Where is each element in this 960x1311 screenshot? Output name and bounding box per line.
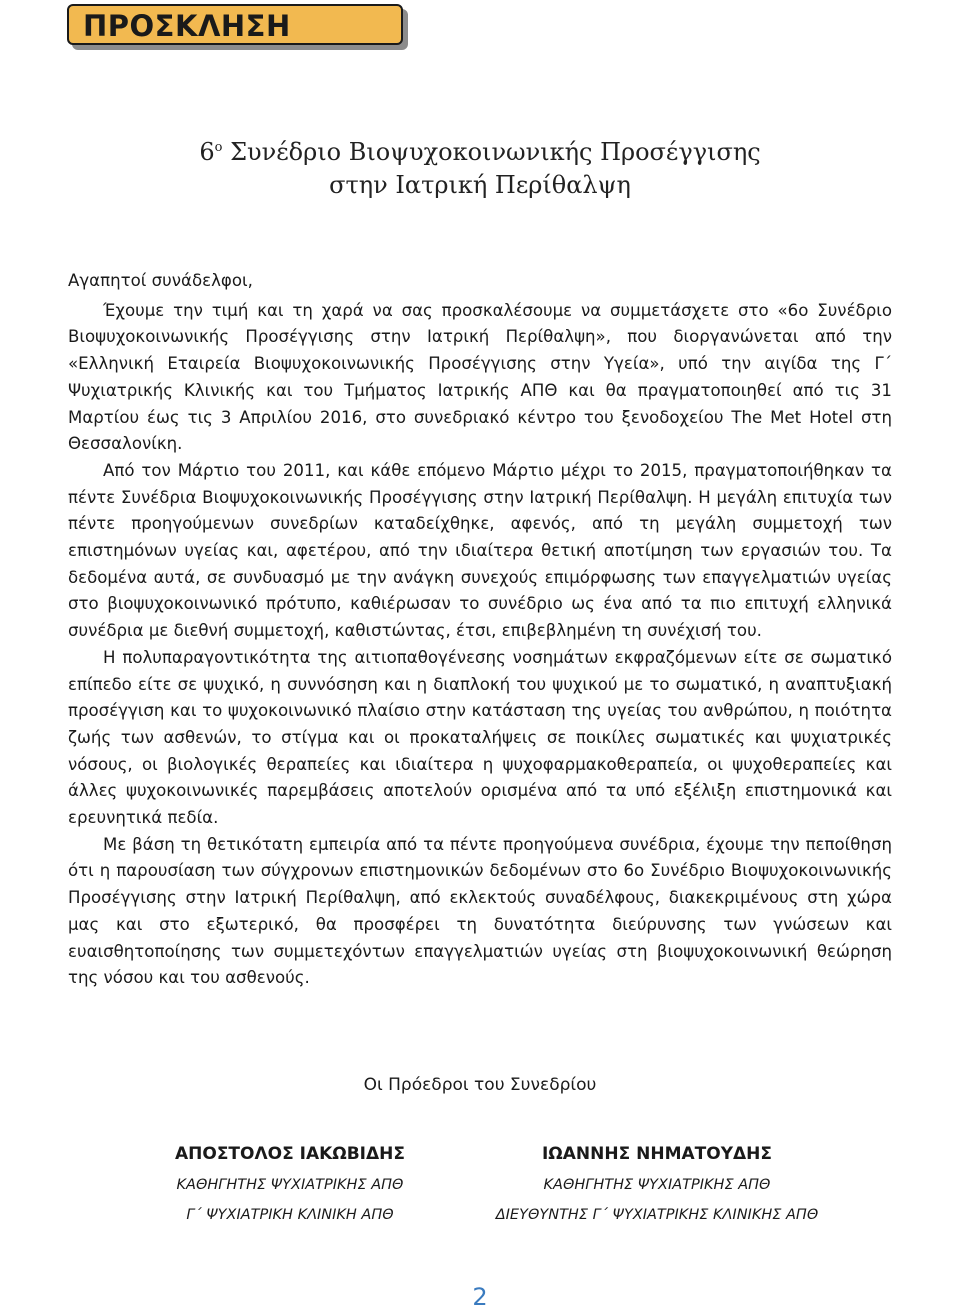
header-title: ΠΡΟΣΚΛΗΣΗ [83, 9, 291, 43]
signature-title: ΚΑΘΗΓΗΤΗΣ ΨΥΧΙΑΤΡΙΚΗΣ ΑΠΘ [176, 1177, 404, 1193]
conference-title-line-1 [0, 136, 960, 169]
signature-name: ΙΩΑΝΝΗΣ ΝΗΜΑΤΟΥΔΗΣ [541, 1144, 773, 1164]
paragraph-4: Με βάση τη θετικότατη εμπειρία από τα πέντε προηγούμενα συνέδρια, έχουμε την πεποίθηση ότι η παρουσίαση των σύγχρονων επιστημονικών δεδομένων στο 6ο Συνέδριο Βιοψυχοκοινωνικής Προσέγγισης στην Ιατρική Περίθαλψη, από εκλεκτούς συναδέλφους, διακεκριμένους στη χώρα μας και στο εξωτερικό, θα προσφέρει τη δυνατότητα διεύρυνσης των γνώσεων και ευαισθητοποίησης των συμμετεχόντων επαγγελματιών υγείας στη βιοψυχοκοινωνική θεώρηση της νόσου και του ασθενούς. [68, 834, 892, 988]
signature-title: ΚΑΘΗΓΗΤΗΣ ΨΥΧΙΑΤΡΙΚΗΣ ΑΠΘ [543, 1177, 771, 1193]
greeting: Αγαπητοί συνάδελφοι, [68, 271, 253, 290]
page-number: 2 [472, 1283, 488, 1311]
signature-block-right [462, 1142, 852, 1234]
paragraph-1: Έχουμε την τιμή και τη χαρά να σας προσκαλέσουμε να συμμετάσχετε στο «6ο Συνέδριο Βιοψυχοκοινωνικής Προσέγγισης στην Ιατρική Περίθαλψη», που διοργανώνεται από την «Ελληνική Εταιρεία Βιοψυχοκοινωνικής Προσέγγισης στην Υγεία», υπό την αιγίδα της Γ΄ Ψυχιατρικής Κλινικής και του Τμήματος Ιατρικής ΑΠΘ και θα πραγματοποιηθεί από τις 31 Μαρτίου έως τις 3 Απριλίου 2016, στο συνεδριακό κέντρο του ξενοδοχείου The Met Hotel στη Θεσσαλονίκη. [68, 300, 892, 454]
conference-number: 6 [199, 138, 215, 166]
signature-position: ΔΙΕΥΘΥΝΤΗΣ Γ΄ ΨΥΧΙΑΤΡΙΚΗΣ ΚΛΙΝΙΚΗΣ ΑΠΘ [495, 1207, 819, 1223]
signature-block-left [100, 1142, 480, 1234]
signature-name: ΑΠΟΣΤΟΛΟΣ ΙΑΚΩΒΙΔΗΣ [174, 1144, 406, 1164]
signature-position: Γ΄ ΨΥΧΙΑΤΡΙΚΗ ΚΛΙΝΙΚΗ ΑΠΘ [186, 1207, 394, 1223]
header-banner [67, 4, 403, 45]
presidents-heading: Οι Πρόεδροι του Συνεδρίου [363, 1075, 597, 1095]
conference-number-superscript: ο [214, 140, 223, 155]
conference-title-line-1-text: Συνέδριο Βιοψυχοκοινωνικής Προσέγγισης [222, 138, 761, 166]
conference-title-line-2: στην Ιατρική Περίθαλψη [329, 171, 631, 199]
letter-body [68, 268, 892, 992]
paragraph-3: Η πολυπαραγοντικότητα της αιτιοπαθογένεσης νοσημάτων εκφραζόμενων είτε σε σωματικό επίπεδο είτε σε ψυχικό, η συννόσηση και η διαπλοκή του ψυχικού με το σωματικό, η αναπτυξιακή προσέγγιση και το ψυχοκοινωνικό πλαίσιο στην κατάσταση της υγείας του ανθρώπου, η ποιότητα ζωής των ασθενών, το στίγμα και οι προκαταλήψεις σε ποικίλες σωματικές και ψυχιατρικές νόσους, οι βιολογικές θεραπείες και ιδιαίτερα η ψυχοφαρμακοθεραπεία, οι ψυχοθεραπείες και άλλες ψυχοκοινωνικές παρεμβάσεις αποτελούν ορισμένα από τα υπό εξέλιξη επιστημονικά και ερευνητικά πεδία. [68, 647, 892, 828]
paragraph-2: Από τον Μάρτιο του 2011, και κάθε επόμενο Μάρτιο μέχρι το 2015, πραγματοποιήθηκαν τα πέντε Συνέδρια Βιοψυχοκοινωνικής Προσέγγισης στην Ιατρική Περίθαλψη. Η μεγάλη επιτυχία των πέντε προηγούμενων συνεδρίων καταδείχθηκε, αφενός, από τη μεγάλη συμμετοχή των επιστημόνων υγείας και, αφετέρου, από την ιδιαίτερα θετική αποτίμηση των εργασιών του. Τα δεδομένα αυτά, σε συνδυασμό με την ανάγκη συνεχούς επιμόρφωσης των επαγγελματιών υγείας στο βιοψυχοκοινωνικό πρότυπο, καθιέρωσαν το συνέδριο ως ένα από τα πιο επιτυχή ελληνικά συνέδρια με διεθνή συμμετοχή, καθιστώντας, έτσι, επιβεβλημένη τη συνέχισή του. [68, 460, 892, 641]
conference-title [0, 136, 960, 202]
